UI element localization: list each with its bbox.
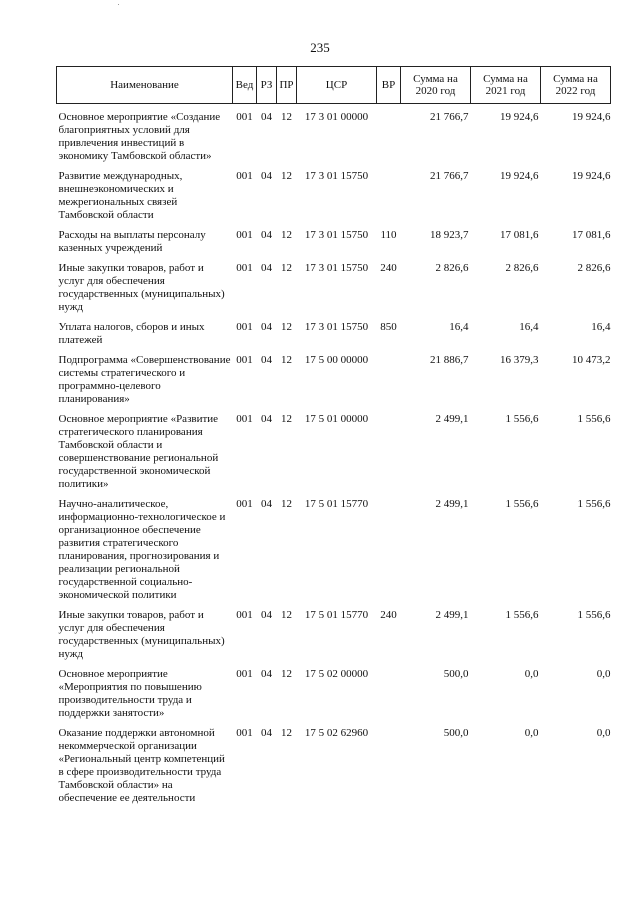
table-row [57, 321, 611, 354]
cell-pr: 12 [281, 497, 292, 510]
cell-sum-2022: 16,4 [591, 320, 611, 333]
cell-vr [377, 727, 401, 812]
cell-sum-2020: 21 766,7 [430, 169, 469, 182]
header-vr: ВР [377, 67, 401, 104]
cell-sum-2020: 2 826,6 [435, 261, 469, 274]
scan-speck [118, 4, 119, 5]
cell-sum-2021: 19 924,6 [500, 169, 539, 182]
cell-sum-2020: 21 766,7 [430, 110, 469, 123]
cell-pr: 12 [281, 412, 292, 425]
cell-sum-2022: 10 473,2 [572, 353, 611, 366]
cell-vr [377, 668, 401, 727]
cell-vr [377, 354, 401, 413]
header-sum-2020: Сумма на 2020 год [401, 67, 471, 104]
cell-csr: 17 3 01 00000 [304, 110, 369, 123]
cell-vr [377, 170, 401, 229]
cell-sum-2021: 1 556,6 [505, 497, 539, 510]
cell-name: Основное мероприятие «Мероприятия по повышению производительности труда и поддержки занятости» [58, 667, 202, 719]
cell-pr: 12 [281, 608, 292, 621]
cell-sum-2020: 500,0 [443, 726, 469, 739]
cell-vr: 850 [380, 320, 397, 333]
cell-vr: 240 [380, 261, 397, 274]
cell-rz: 04 [261, 320, 272, 333]
cell-pr: 12 [281, 261, 292, 274]
cell-ved: 001 [236, 320, 253, 333]
cell-name: Основное мероприятие «Создание благоприятных условий для привлечения инвестиций в экономику Тамбовской области» [58, 110, 221, 162]
header-csr: ЦСР [297, 67, 377, 104]
cell-name: Иные закупки товаров, работ и услуг для обеспечения государственных (муниципальных) нужд [58, 608, 225, 660]
table-row [57, 229, 611, 262]
cell-pr: 12 [281, 110, 292, 123]
cell-rz: 04 [261, 608, 272, 621]
cell-vr [377, 413, 401, 498]
cell-rz: 04 [261, 726, 272, 739]
cell-vr [377, 498, 401, 609]
cell-name: Основное мероприятие «Развитие стратегического планирования Тамбовской области и совершенствование региональной государственной экономической политики» [58, 412, 219, 490]
cell-rz: 04 [261, 353, 272, 366]
cell-csr: 17 5 02 62960 [304, 726, 369, 739]
cell-sum-2022: 17 081,6 [572, 228, 611, 241]
header-pr: ПР [277, 67, 297, 104]
cell-name: Уплата налогов, сборов и иных платежей [58, 320, 205, 346]
table-row [57, 354, 611, 413]
cell-ved: 001 [236, 726, 253, 739]
cell-name: Оказание поддержки автономной некоммерческой организации «Региональный центр компетенций в сфере производительности труда Тамбовской области» на обеспечение ее деятельности [58, 726, 225, 804]
cell-sum-2020: 18 923,7 [430, 228, 469, 241]
cell-rz: 04 [261, 169, 272, 182]
cell-sum-2022: 0,0 [596, 667, 611, 680]
cell-name: Подпрограмма «Совершенствование системы стратегического и программно-целевого планирования» [58, 353, 231, 405]
header-sum-2022: Сумма на 2022 год [541, 67, 611, 104]
table-row [57, 668, 611, 727]
header-sum-2021: Сумма на 2021 год [471, 67, 541, 104]
cell-pr: 12 [281, 228, 292, 241]
header-rz: РЗ [257, 67, 277, 104]
cell-csr: 17 3 01 15750 [304, 169, 369, 182]
cell-rz: 04 [261, 497, 272, 510]
table-row [57, 262, 611, 321]
header-name: Наименование [57, 67, 233, 104]
cell-csr: 17 5 00 00000 [304, 353, 369, 366]
cell-sum-2020: 2 499,1 [435, 497, 469, 510]
cell-name: Развитие международных, внешнеэкономических и межрегиональных связей Тамбовской области [58, 169, 183, 221]
cell-pr: 12 [281, 320, 292, 333]
cell-vr: 110 [380, 228, 397, 241]
cell-sum-2021: 19 924,6 [500, 110, 539, 123]
table-row [57, 413, 611, 498]
cell-ved: 001 [236, 608, 253, 621]
cell-vr [377, 111, 401, 170]
cell-sum-2022: 19 924,6 [572, 169, 611, 182]
cell-sum-2022: 1 556,6 [577, 608, 611, 621]
cell-sum-2022: 1 556,6 [577, 497, 611, 510]
cell-ved: 001 [236, 412, 253, 425]
cell-csr: 17 5 01 15770 [304, 608, 369, 621]
cell-sum-2022: 19 924,6 [572, 110, 611, 123]
budget-table [56, 66, 611, 812]
cell-sum-2021: 1 556,6 [505, 412, 539, 425]
cell-sum-2021: 17 081,6 [500, 228, 539, 241]
cell-sum-2020: 500,0 [443, 667, 469, 680]
cell-vr: 240 [380, 608, 397, 621]
cell-csr: 17 5 01 00000 [304, 412, 369, 425]
cell-sum-2020: 2 499,1 [435, 608, 469, 621]
table-row [57, 170, 611, 229]
table-body [57, 104, 611, 812]
table-header-row [57, 67, 611, 104]
cell-rz: 04 [261, 110, 272, 123]
cell-sum-2021: 2 826,6 [505, 261, 539, 274]
cell-name: Расходы на выплаты персоналу казенных учреждений [58, 228, 206, 254]
cell-ved: 001 [236, 261, 253, 274]
cell-ved: 001 [236, 228, 253, 241]
cell-sum-2021: 16 379,3 [500, 353, 539, 366]
cell-sum-2021: 0,0 [524, 667, 539, 680]
cell-pr: 12 [281, 353, 292, 366]
cell-ved: 001 [236, 497, 253, 510]
cell-csr: 17 5 02 00000 [304, 667, 369, 680]
cell-sum-2020: 2 499,1 [435, 412, 469, 425]
cell-ved: 001 [236, 169, 253, 182]
cell-pr: 12 [281, 726, 292, 739]
cell-sum-2020: 16,4 [449, 320, 469, 333]
header-ved: Вед [233, 67, 257, 104]
cell-csr: 17 5 01 15770 [304, 497, 369, 510]
cell-sum-2021: 0,0 [524, 726, 539, 739]
cell-rz: 04 [261, 261, 272, 274]
page-number: 235 [310, 40, 330, 55]
table-row [57, 111, 611, 170]
cell-sum-2022: 2 826,6 [577, 261, 611, 274]
table-row [57, 498, 611, 609]
cell-sum-2021: 1 556,6 [505, 608, 539, 621]
cell-rz: 04 [261, 412, 272, 425]
cell-name: Научно-аналитическое, информационно-технологическое и организационное обеспечение развития стратегического планирования, прогнозирования и реализации региональной государственной социально-экономической политики [58, 497, 226, 601]
cell-csr: 17 3 01 15750 [304, 228, 369, 241]
table-row [57, 609, 611, 668]
cell-ved: 001 [236, 353, 253, 366]
cell-csr: 17 3 01 15750 [304, 320, 369, 333]
cell-csr: 17 3 01 15750 [304, 261, 369, 274]
cell-ved: 001 [236, 110, 253, 123]
cell-pr: 12 [281, 169, 292, 182]
cell-sum-2020: 21 886,7 [430, 353, 469, 366]
cell-sum-2022: 1 556,6 [577, 412, 611, 425]
table-row [57, 727, 611, 812]
cell-sum-2021: 16,4 [519, 320, 539, 333]
cell-name: Иные закупки товаров, работ и услуг для обеспечения государственных (муниципальных) нужд [58, 261, 225, 313]
cell-sum-2022: 0,0 [596, 726, 611, 739]
cell-rz: 04 [261, 228, 272, 241]
cell-pr: 12 [281, 667, 292, 680]
cell-ved: 001 [236, 667, 253, 680]
cell-rz: 04 [261, 667, 272, 680]
